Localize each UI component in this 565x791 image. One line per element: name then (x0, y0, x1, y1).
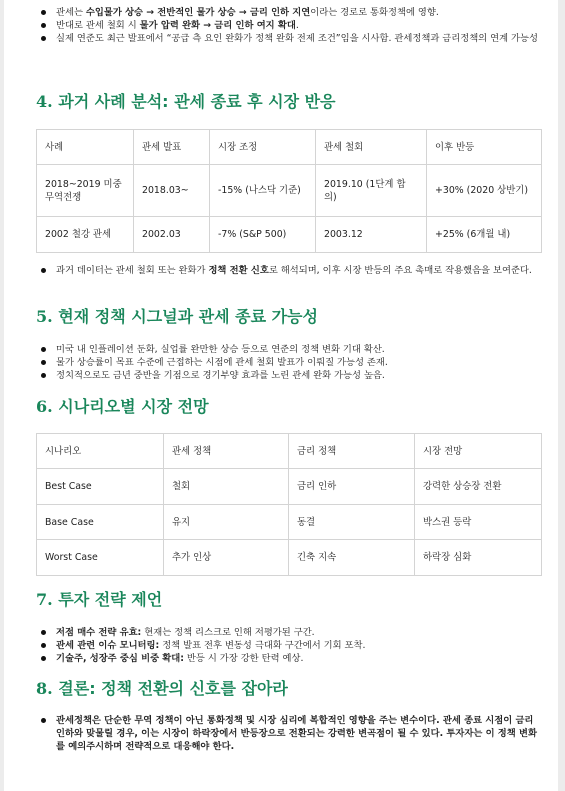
bold-text: 관세 관련 이슈 모니터링: (56, 640, 160, 651)
body-text: 현재는 정책 리스크로 인해 저평가된 구간. (141, 627, 315, 638)
table-header-cell: 이후 반등 (427, 130, 542, 165)
section-5-bullet-list (36, 343, 541, 382)
table-cell: 유지 (164, 505, 289, 540)
section-title: 투자 전략 제언 (58, 590, 163, 609)
section-8-bullet-list (36, 714, 541, 753)
table-cell: 추가 인상 (164, 540, 289, 576)
table-cell: 긴축 지속 (289, 540, 415, 576)
section-4-heading (36, 91, 336, 113)
table-cell: 박스권 등락 (415, 505, 542, 540)
body-text: . (295, 20, 299, 31)
table-header-cell: 금리 정책 (289, 434, 415, 469)
table-header-cell: 시나리오 (37, 434, 164, 469)
list-item (36, 652, 541, 665)
body-text: 물가 상승률이 목표 수준에 근접하는 시점에 관세 철회 발표가 이뤄질 가능성 존재. (56, 357, 388, 368)
list-item (36, 32, 541, 45)
section-number: 7. (36, 590, 53, 609)
list-item (36, 19, 541, 32)
section-7-heading (36, 589, 162, 611)
table-cell: +25% (6개월 내) (427, 217, 542, 253)
body-text: 정책 발표 전후 변동성 극대화 구간에서 기회 포착. (159, 640, 366, 651)
table-cell: 철회 (164, 469, 289, 505)
section-title: 결론: 정책 전환의 신호를 잡아라 (58, 679, 288, 698)
table-header-cell: 관세 철회 (316, 130, 427, 165)
body-text: 로 해석되며, 이후 시장 반등의 주요 촉매로 작용했음을 보여준다. (268, 265, 532, 276)
table-header-row (37, 434, 542, 469)
body-text: 반등 시 가장 강한 탄력 예상. (183, 653, 304, 664)
table-cell: 2018.03~ (134, 165, 210, 217)
bold-text: 저점 매수 전략 유효: (56, 627, 142, 638)
table-cell: Worst Case (37, 540, 164, 576)
table-cell: Base Case (37, 505, 164, 540)
table-row (37, 540, 542, 576)
table-header-cell: 사례 (37, 130, 134, 165)
section-title: 현재 정책 시그널과 관세 종료 가능성 (58, 307, 318, 326)
table-cell: 강력한 상승장 전환 (415, 469, 542, 505)
list-item (36, 714, 541, 753)
table-header-cell: 시장 전망 (415, 434, 542, 469)
section-8-heading (36, 678, 288, 700)
table-cell: +30% (2020 상반기) (427, 165, 542, 217)
body-text: 정치적으로도 금년 중반을 기점으로 경기부양 효과를 노린 관세 완화 가능성 높음. (56, 370, 385, 381)
body-text: 관세는 (56, 7, 86, 18)
bold-text: 기술주, 성장주 중심 비중 확대: (56, 653, 184, 664)
body-text: 미국 내 인플레이션 둔화, 실업률 완만한 상승 등으로 연준의 정책 변화 기대 확산. (56, 344, 385, 355)
list-item (36, 356, 541, 369)
section-number: 5. (36, 307, 53, 326)
table-cell: 2003.12 (316, 217, 427, 253)
section-5-heading (36, 306, 318, 328)
table-cell: 하락장 심화 (415, 540, 542, 576)
table-cell: Best Case (37, 469, 164, 505)
list-item (36, 369, 541, 382)
intro-bullet-list (36, 6, 541, 45)
list-item (36, 6, 541, 19)
section-number: 4. (36, 92, 53, 111)
list-item (36, 343, 541, 356)
table-cell: 2019.10 (1단계 합의) (316, 165, 427, 217)
section-number: 6. (36, 397, 53, 416)
table-cell: 동결 (289, 505, 415, 540)
table-cell: -7% (S&P 500) (210, 217, 316, 253)
document-page (4, 0, 558, 791)
table-cell: 금리 인하 (289, 469, 415, 505)
section-6-heading (36, 396, 209, 418)
bold-text: 정책 전환 신호 (208, 265, 269, 276)
body-text: 반대로 관세 철회 시 (56, 20, 140, 31)
table-header-row (37, 130, 542, 165)
section-title: 시나리오별 시장 전망 (58, 397, 209, 416)
list-item (36, 626, 541, 639)
body-text: 이라는 경로로 통화정책에 영향. (310, 7, 439, 18)
list-item (36, 264, 541, 277)
table-cell: 2018~2019 미중 무역전쟁 (37, 165, 134, 217)
table-row (37, 469, 542, 505)
table-cell: -15% (나스닥 기준) (210, 165, 316, 217)
table-row (37, 165, 542, 217)
section-title: 과거 사례 분석: 관세 종료 후 시장 반응 (58, 92, 336, 111)
list-item (36, 639, 541, 652)
table-cell: 2002 철강 관세 (37, 217, 134, 253)
table-header-cell: 관세 발표 (134, 130, 210, 165)
section-7-bullet-list (36, 626, 541, 665)
table-cell: 2002.03 (134, 217, 210, 253)
bold-text: 수입물가 상승 → 전반적인 물가 상승 → 금리 인하 지연 (85, 7, 311, 18)
section-4-bullet-list (36, 264, 541, 277)
table-row (37, 217, 542, 253)
case-study-table (36, 129, 542, 253)
bold-text: 물가 압력 완화 → 금리 인하 여지 확대 (139, 20, 296, 31)
table-row (37, 505, 542, 540)
table-header-cell: 시장 조정 (210, 130, 316, 165)
bold-text: 관세정책은 단순한 무역 정책이 아닌 통화정책 및 시장 심리에 복합적인 영향을 주는 변수이다. 관세 종료 시점이 금리인하와 맞물릴 경우, 이는 시장이 하락장에서 반등장으로 전환되는 강력한 변곡점이 될 수 있다. 투자자는 이 정책 변화를 예의주시하며 전략적으로 대응해야 한다. (56, 715, 537, 752)
scenario-table (36, 433, 542, 576)
body-text: 과거 데이터는 관세 철회 또는 완화가 (56, 265, 209, 276)
body-text: 실제 연준도 최근 발표에서 “공급 측 요인 완화가 정책 완화 전제 조건”임을 시사함. 관세정책과 금리정책의 연계 가능성 (56, 33, 538, 44)
section-number: 8. (36, 679, 53, 698)
table-header-cell: 관세 정책 (164, 434, 289, 469)
